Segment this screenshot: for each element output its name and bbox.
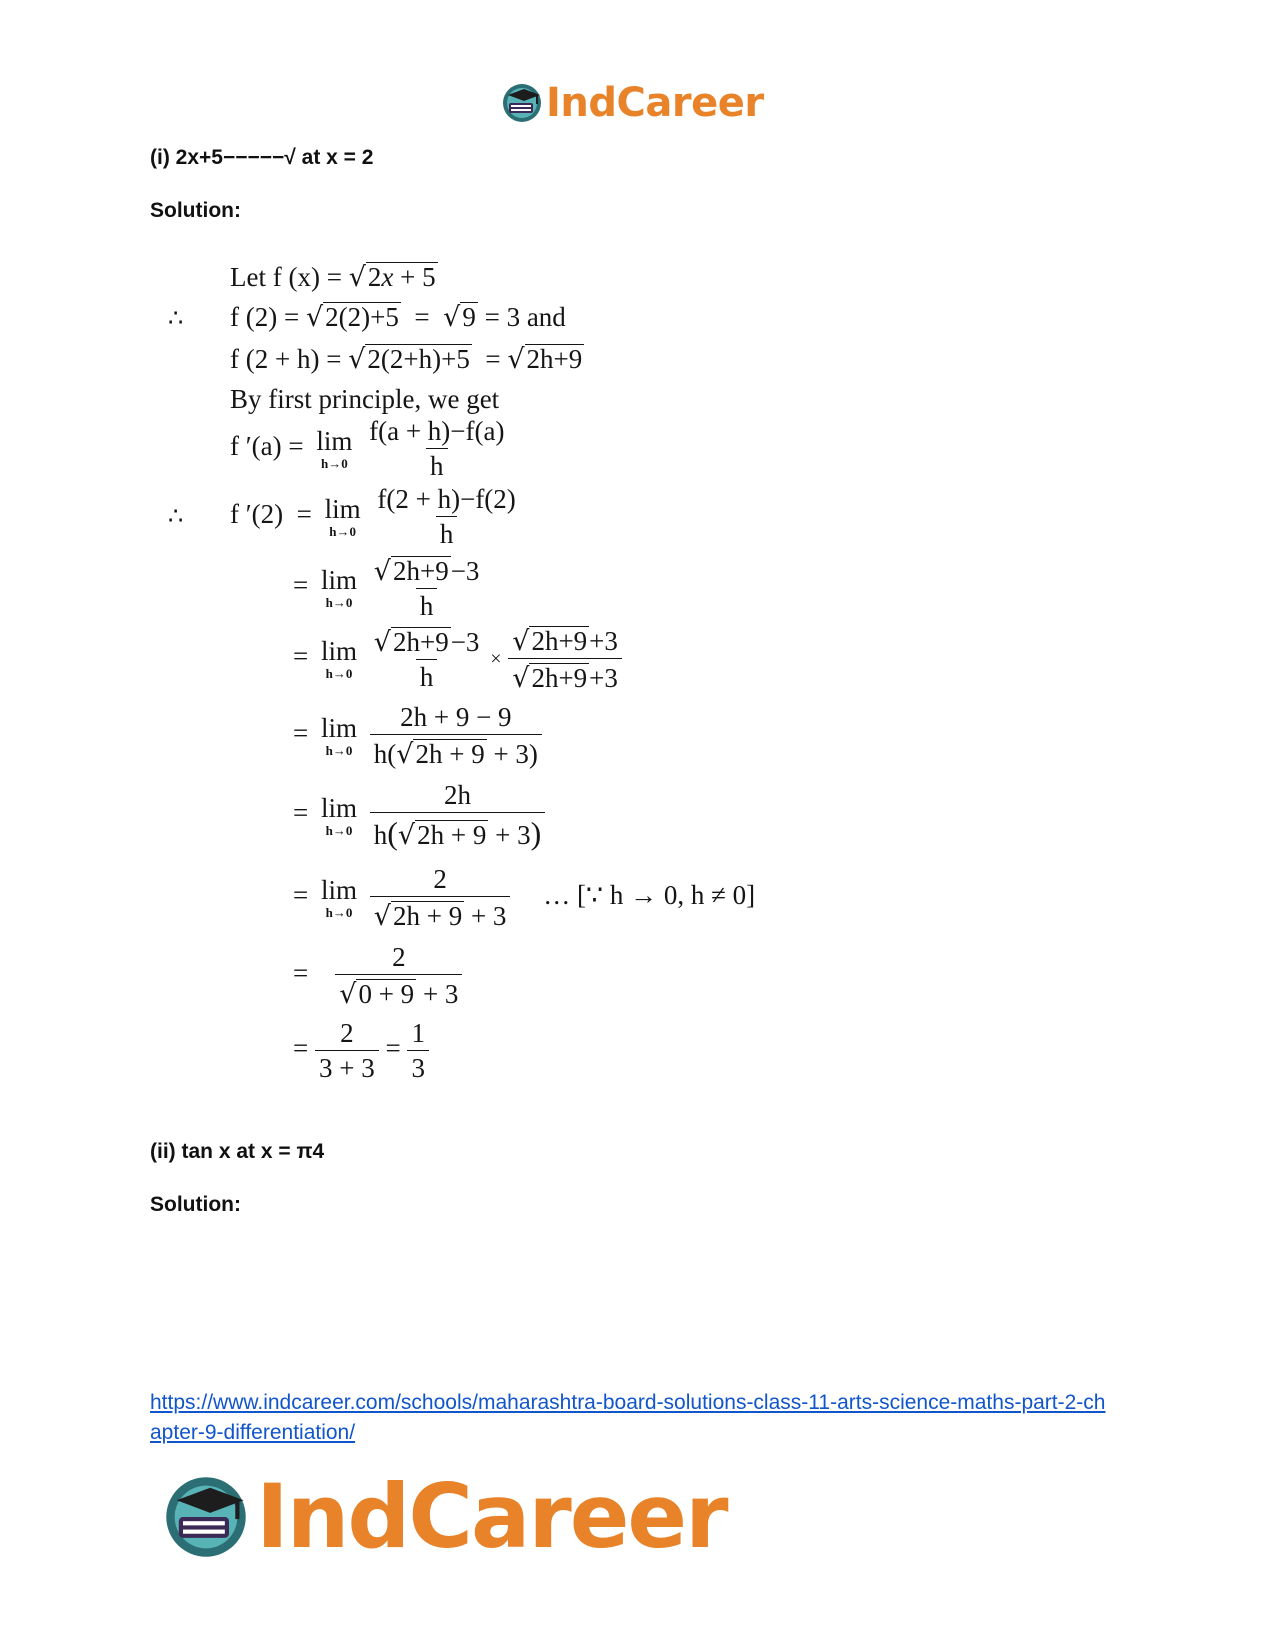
solution-label-ii: Solution: (150, 1193, 241, 1216)
graduation-cap-book-icon (160, 1471, 252, 1563)
math-text: f ′(a) = (230, 431, 304, 462)
eq-sign: = (293, 958, 309, 989)
lim-sub: h→0 (325, 743, 353, 758)
math-line-step2: = lim h→0 $\frac{√2h+9-3}{h}$ × $\frac{√2h+9+3}{√2h+9+3}$ (293, 626, 622, 692)
math-line-fa: f ′(a) = lim h→0 $\frac{f(a + h)-f(a)}{h}$ (230, 416, 505, 481)
math-line-step4: = lim h→0 $\frac{2h}{h(√2h + 9 + 3)}$ (293, 782, 545, 849)
graduation-cap-book-icon (500, 81, 544, 125)
lim-text: lim (320, 875, 357, 905)
eq-sign: = (385, 1033, 401, 1064)
source-link[interactable]: https://www.indcareer.com/schools/maharashtra-board-solutions-class-11-arts-science-maths-part-2-chapter-9-differentiation/ (150, 1391, 1106, 1444)
lim-text: lim (320, 792, 357, 823)
question-i-label: (i) 2x+5−−−−−√ at x = 2 (150, 146, 374, 169)
eq-sign: = (293, 718, 309, 749)
lim-sub: h→0 (325, 822, 353, 838)
indcareer-logo-bottom (160, 1465, 727, 1568)
lim-text: lim (320, 713, 357, 743)
math-text: f (2 + h) = (230, 344, 342, 374)
eq-sign: = (293, 1033, 309, 1064)
math-text: Let f (x) = (230, 262, 342, 292)
therefore-symbol: ∴ (168, 304, 184, 332)
logo-wordmark: IndCareer (546, 80, 764, 126)
math-line-step5: = lim h→0 $\frac{2}{√2h + 9 + 3}$ … [∵ h → 0, h ≠ 0] (293, 864, 756, 932)
eq-sign: = (293, 641, 309, 672)
math-note: … [∵ h → 0, h ≠ 0] (543, 880, 756, 911)
lim-sub: h→0 (329, 524, 356, 539)
eq-sign: = (293, 797, 309, 828)
math-text: = 3 and (484, 302, 566, 332)
times-sign: × (490, 648, 502, 671)
lim-sub: h→0 (325, 595, 353, 610)
math-line-step6: = $\frac{2}{√0 + 9 + 3}$ (293, 944, 462, 1008)
lim-sub: h→0 (325, 666, 353, 681)
indcareer-logo-top (500, 80, 764, 126)
lim-text: lim (320, 565, 357, 595)
eq-sign: = (296, 499, 312, 530)
lim-text: lim (320, 636, 357, 666)
lim-text: lim (324, 494, 361, 524)
eq-sign: = (293, 880, 309, 911)
eq-sign: = (293, 570, 309, 601)
solution-label-i: Solution: (150, 199, 241, 222)
math-line-principle: By first principle, we get (230, 384, 500, 414)
math-line-f2h: f (2 + h) = √2(2+h)+5 = √2h+9 (230, 344, 583, 375)
math-line-result: = $\frac{2}{3 + 3}$ = $\frac{1}{3}$ (293, 1020, 429, 1082)
lim-text: lim (316, 426, 353, 456)
math-line-f2p: f ′(2) = lim h→0 $\frac{f(2 + h)-f(2)}{h}$ (230, 484, 516, 549)
math-line-step3: = lim h→0 $\frac{2h + 9 - 9}{h(√2h + 9 + 3)}$ (293, 704, 542, 768)
math-text: f (2) = (230, 302, 300, 332)
math-text: f ′(2) (230, 499, 284, 530)
therefore-symbol: ∴ (168, 502, 184, 530)
math-line-f2: f (2) = √2(2)+5 = √9 = 3 and (230, 302, 566, 333)
logo-wordmark: IndCareer (256, 1465, 727, 1568)
math-line-let: Let f (x) = √2x + 5 (230, 262, 436, 293)
lim-sub: h→0 (320, 456, 348, 471)
math-line-step1: = lim h→0 $\frac{√2h+9-3}{h}$ (293, 556, 480, 621)
question-ii-label: (ii) tan x at x = π4 (150, 1140, 325, 1163)
lim-sub: h→0 (325, 905, 353, 920)
